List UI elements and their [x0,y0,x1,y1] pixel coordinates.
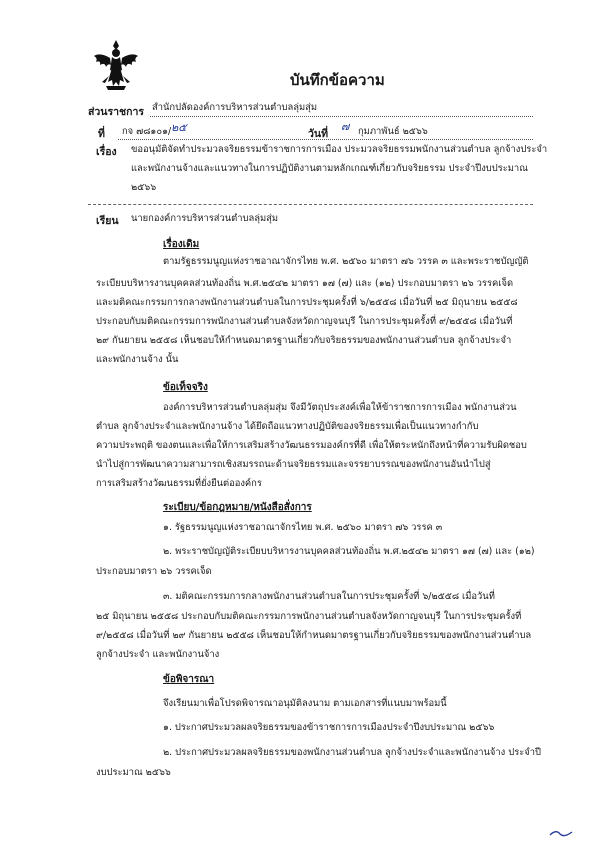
law-heading: ระเบียบ/ข้อกฎหมาย/หนังสือสั่งการ [163,502,312,513]
background-line: ๒๙ กันยายน ๒๕๕๘ เห็นชอบให้กำหนดมาตรฐานเกี่ยวกับจริยธรรมของพนักงานส่วนตำบล ลูกจ้างประจำ [96,335,512,346]
agency-value: สำนักปลัดองค์การบริหารส่วนตำบลลุ่มสุ่ม [152,102,318,113]
ref-dotline [118,139,533,140]
subject-line-2: และพนักงานจ้างและแนวทางในการปฏิบัติงานตามหลักเกณฑ์เกี่ยวกับจริยธรรม ประจำปีงบประมาณ [131,163,528,174]
facts-line: องค์การบริหารส่วนตำบลลุ่มสุ่ม จึงมีวัตถุประสงค์เพื่อให้ข้าราชการการเมือง พนักงานส่วน [163,402,517,413]
memo-title: บันทึกข้อความ [290,71,385,89]
background-heading: เรื่องเดิม [163,239,200,250]
facts-heading: ข้อเท็จจริง [163,382,208,393]
background-line: ประกอบกับมติคณะกรรมการพนักงานส่วนตำบลจังหวัดกาญจนบุรี ในการประชุมครั้งที่ ๙/๒๕๕๘ เมื่อวันที่ [96,316,513,327]
law-item: ๒. พระราชบัญญัติระเบียบบริหารงานบุคคลส่วนท้องถิ่น พ.ศ.๒๕๔๒ มาตรา ๑๗ (๗) และ (๑๒) [163,546,535,557]
consider-line: ๒. ประกาศประมวลผลจริยธรรมของพนักงานส่วนตำบล ลูกจ้างประจำและพนักงานจ้าง ประจำปี [163,747,541,758]
facts-line: การเสริมสร้างวัฒนธรรมที่ยั่งยืนต่อองค์กร [96,478,262,489]
header-divider [88,204,533,205]
garuda-emblem-icon [92,38,140,94]
consider-line: ๑. ประกาศประมวลผลจริยธรรมของข้าราชการการเมืองประจำปีงบประมาณ ๒๕๖๖ [163,722,495,733]
consider-line: งบประมาณ ๒๕๖๖ [96,767,171,778]
pen-mark-icon [548,826,574,840]
law-item: ๒๕ มิถุนายน ๒๕๕๘ ประกอบกับมติคณะกรรมการพนักงานส่วนตำบลจังหวัดกาญจนบุรี ในการประชุมครั้งที่ [96,611,522,622]
law-item: ประกอบมาตรา ๒๖ วรรคเจ็ด [96,566,212,577]
background-line: และพนักงานจ้าง นั้น [96,354,179,365]
facts-line: ความประพฤติ ของตนและเพื่อให้การเสริมสร้างวัฒนธรรมองค์กรที่ดี เพื่อให้ตระหนักถึงหน้าที่ความรับผิดชอบ [96,440,527,451]
ref-handwritten: ๒๕ [171,121,187,134]
ref-label: ที่ [98,128,105,140]
agency-label: ส่วนราชการ [88,106,145,118]
date-value: กุมภาพันธ์ ๒๕๖๖ [358,126,428,137]
facts-line: นำไปสู่การพัฒนาความสามารถเชิงสมรรถนะด้านจริยธรรมและจรรยาบรรณของพนักงานอันนำไปสู่ [96,459,491,470]
law-item: ลูกจ้างประจำ และพนักงานจ้าง [96,649,220,660]
subject-line-3: ๒๕๖๖ [131,182,157,193]
law-item: ๑. รัฐธรรมนูญแห่งราชอาณาจักรไทย พ.ศ. ๒๕๖๐ มาตรา ๗๖ วรรค ๓ [163,522,443,533]
consider-line: จึงเรียนมาเพื่อโปรดพิจารณาอนุมัติลงนาม ตามเอกสารที่แนบมาพร้อมนี้ [163,698,447,709]
law-item: ๙/๒๕๕๘ เมื่อวันที่ ๒๙ กันยายน ๒๕๕๘ เห็นชอบให้กำหนดมาตรฐานเกี่ยวกับจริยธรรมของพนักงานส่วนตำบล [96,630,532,641]
to-label: เรียน [96,215,119,227]
to-value: นายกองค์การบริหารส่วนตำบลลุ่มสุ่ม [131,213,279,224]
date-label: วันที่ [308,128,328,140]
background-paragraph [96,253,574,271]
background-line: ตามรัฐธรรมนูญแห่งราชอาณาจักรไทย พ.ศ. ๒๕๖๐ มาตรา ๗๖ วรรค ๓ และพระราชบัญญัติ [163,256,529,267]
ref-value: กจ ๗๘๑๐๑/ [122,126,172,137]
date-handwritten: ๗ [341,120,350,133]
background-line: ระเบียบบริหารงานบุคคลส่วนท้องถิ่น พ.ศ.๒๕๔๒ มาตรา ๑๗ (๗) และ (๑๒) ประกอบมาตรา ๒๖ วรรคเจ็ด [96,278,514,289]
facts-line: ตำบล ลูกจ้างประจำและพนักงานจ้าง ได้ยึดถือแนวทางปฏิบัติของจริยธรรมเพื่อเป็นแนวทางกำกับ [96,421,479,432]
law-item: ๓. มติคณะกรรมการกลางพนักงานส่วนตำบลในการประชุมครั้งที่ ๖/๒๕๕๘ เมื่อวันที่ [163,591,495,602]
agency-dotline [150,116,533,117]
consider-heading: ข้อพิจารณา [163,674,215,685]
subject-label: เรื่อง [96,146,117,158]
background-line: และมติคณะกรรมการกลางพนักงานส่วนตำบลในการประชุมครั้งที่ ๖/๒๕๕๘ เมื่อวันที่ ๒๕ มิถุนายน ๒๕๕๘ [96,297,518,308]
subject-line-1: ขออนุมัติจัดทำประมวลจริยธรรมข้าราชการการเมือง ประมวลจริยธรรมพนักงานส่วนตำบล ลูกจ้างประจำ [131,144,548,155]
